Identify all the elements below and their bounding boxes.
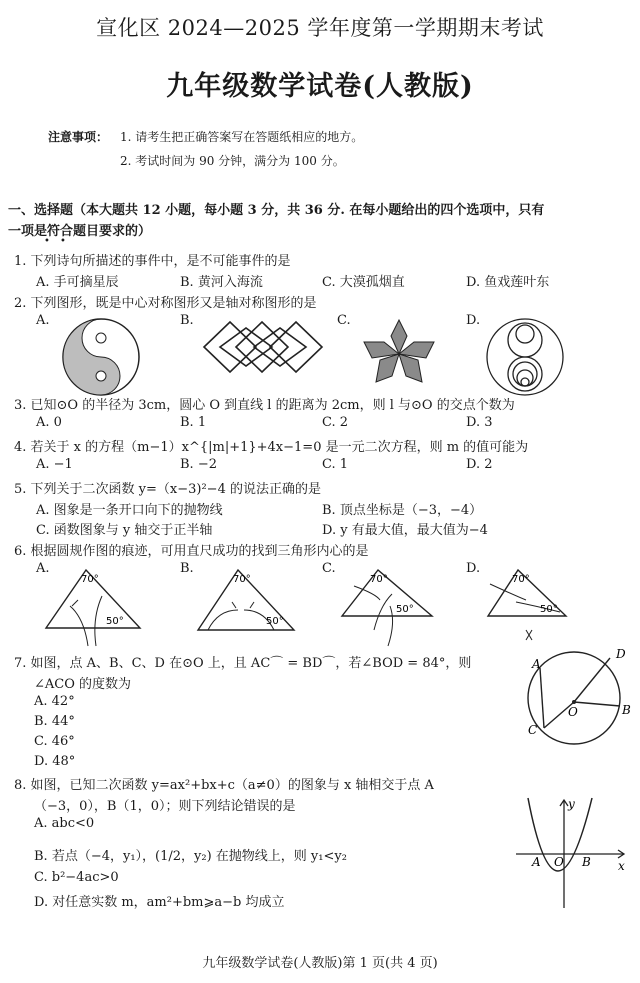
q4-option-d: D. 2 bbox=[466, 457, 493, 472]
q8-option-b: B. 若点（−4，y₁），(1/2，y₂) 在抛物线上，则 y₁<y₂ bbox=[34, 849, 347, 864]
svg-text:50°: 50° bbox=[540, 604, 558, 615]
q3-option-d: D. 3 bbox=[466, 415, 493, 430]
q7-option-d: D. 48° bbox=[34, 754, 76, 769]
q5-option-a: A. 图象是一条开口向下的抛物线 bbox=[36, 503, 223, 518]
q8-parabola-figure bbox=[514, 794, 634, 914]
origin-label: O bbox=[554, 855, 564, 869]
svg-text:70°: 70° bbox=[512, 574, 530, 585]
q8-option-d: D. 对任意实数 m，am²+bm⩾a−b 均成立 bbox=[34, 895, 285, 910]
q6-option-d: D. bbox=[466, 561, 481, 576]
question-7-line2: ∠ACO 的度数为 bbox=[34, 677, 132, 692]
svg-text:70°: 70° bbox=[233, 574, 251, 585]
q6-triangle-b bbox=[196, 566, 300, 646]
q2-option-c: C. bbox=[337, 313, 351, 328]
notice-item-1: 1. 请考生把正确答案写在答题纸相应的地方。 bbox=[120, 130, 364, 144]
q7-option-c: C. 46° bbox=[34, 734, 75, 749]
question-7-line1: 7. 如图，点 A、B、C、D 在⊙O 上，且 AC⌒ = BD⌒，若∠BOD = 84°，则 bbox=[14, 656, 472, 671]
q4-option-c: C. 1 bbox=[322, 457, 349, 472]
q1-option-a: A. 手可摘星辰 bbox=[36, 275, 119, 290]
paper-title: 九年级数学试卷(人教版) bbox=[166, 71, 474, 102]
q6-triangle-a bbox=[44, 566, 144, 650]
q5-option-b: B. 顶点坐标是（−3，−4） bbox=[322, 503, 483, 518]
yin-yang-figure bbox=[60, 316, 142, 398]
point-label-d: D bbox=[616, 647, 626, 661]
point-label-b: B bbox=[622, 703, 631, 717]
q1-option-b: B. 黄河入海流 bbox=[180, 275, 263, 290]
emphasis-dot: • bbox=[60, 236, 66, 247]
q1-option-c: C. 大漠孤烟直 bbox=[322, 275, 405, 290]
q3-option-a: A. 0 bbox=[36, 415, 62, 430]
question-8-line2: （−3，0），B（1，0）；则下列结论错误的是 bbox=[34, 799, 296, 814]
question-1-stem: 1. 下列诗句所描述的事件中，是不可能事件的是 bbox=[14, 254, 291, 269]
q6-triangle-d bbox=[486, 566, 586, 650]
point-label-b: B bbox=[582, 855, 591, 869]
point-label-c: C bbox=[528, 723, 538, 737]
question-6-stem: 6. 根据圆规作图的痕迹，可用直尺成功的找到三角形内心的是 bbox=[14, 544, 369, 559]
q4-option-b: B. −2 bbox=[180, 457, 217, 472]
q2-option-b: B. bbox=[180, 313, 194, 328]
point-label-a: A bbox=[532, 657, 541, 671]
page-footer: 九年级数学试卷(人教版)第 1 页(共 4 页) bbox=[202, 956, 438, 971]
q8-option-c: C. b²−4ac>0 bbox=[34, 870, 119, 885]
svg-text:70°: 70° bbox=[370, 574, 388, 585]
axis-label-y: y bbox=[568, 797, 575, 811]
angle-label-right: 50° bbox=[106, 616, 124, 627]
q7-option-b: B. 44° bbox=[34, 714, 75, 729]
nested-circles-figure bbox=[484, 316, 566, 398]
q4-option-a: A. −1 bbox=[36, 457, 73, 472]
question-2-stem: 2. 下列图形，既是中心对称图形又是轴对称图形的是 bbox=[14, 296, 317, 311]
angle-label-top: 70° bbox=[81, 574, 99, 585]
q8-option-a: A. abc<0 bbox=[34, 816, 95, 831]
q2-option-a: A. bbox=[36, 313, 50, 328]
point-label-a: A bbox=[532, 855, 541, 869]
emphasis-dot: • bbox=[44, 236, 50, 247]
question-8-line1: 8. 如图，已知二次函数 y=ax²+bx+c（a≠0）的图象与 x 轴相交于点 A bbox=[14, 778, 434, 793]
axis-label-x: x bbox=[618, 859, 625, 873]
notice-label: 注意事项： bbox=[48, 130, 109, 144]
q5-option-c: C. 函数图象与 y 轴交于正半轴 bbox=[36, 523, 213, 538]
section-heading-line2: 一项是符合题目要求的） bbox=[8, 224, 152, 239]
exam-title: 宣化区 2024—2025 学年度第一学期期末考试 bbox=[96, 16, 544, 40]
question-3-stem: 3. 已知⊙O 的半径为 3cm，圆心 O 到直线 l 的距离为 2cm，则 l 与⊙O 的交点个数为 bbox=[14, 398, 515, 413]
q7-option-a: A. 42° bbox=[34, 694, 75, 709]
q5-option-d: D. y 有最大值，最大值为−4 bbox=[322, 523, 488, 538]
rhombus-star-figure bbox=[358, 318, 440, 388]
q6-triangle-c bbox=[340, 566, 440, 650]
q3-option-c: C. 2 bbox=[322, 415, 349, 430]
svg-text:50°: 50° bbox=[266, 616, 284, 627]
question-4-stem: 4. 若关于 x 的方程（m−1）x^{|m|+1}+4x−1=0 是一元二次方程，则 m 的值可能为 bbox=[14, 440, 529, 455]
point-label-o: O bbox=[568, 705, 578, 719]
q6-option-a: A. bbox=[36, 561, 50, 576]
notice-item-2: 2. 考试时间为 90 分钟，满分为 100 分。 bbox=[120, 154, 345, 168]
q2-option-d: D. bbox=[466, 313, 481, 328]
q7-circle-figure bbox=[520, 646, 632, 750]
q3-option-b: B. 1 bbox=[180, 415, 207, 430]
q6-option-c: C. bbox=[322, 561, 336, 576]
q6-option-b: B. bbox=[180, 561, 194, 576]
knot-pattern-figure bbox=[200, 318, 328, 376]
question-5-stem: 5. 下列关于二次函数 y=（x−3)²−4 的说法正确的是 bbox=[14, 482, 321, 497]
svg-text:50°: 50° bbox=[396, 604, 414, 615]
section-heading-line1: 一、选择题（本大题共 12 小题，每小题 3 分，共 36 分. 在每小题给出的四个选项中，只有 bbox=[8, 203, 545, 218]
q1-option-d: D. 鱼戏莲叶东 bbox=[466, 275, 550, 290]
